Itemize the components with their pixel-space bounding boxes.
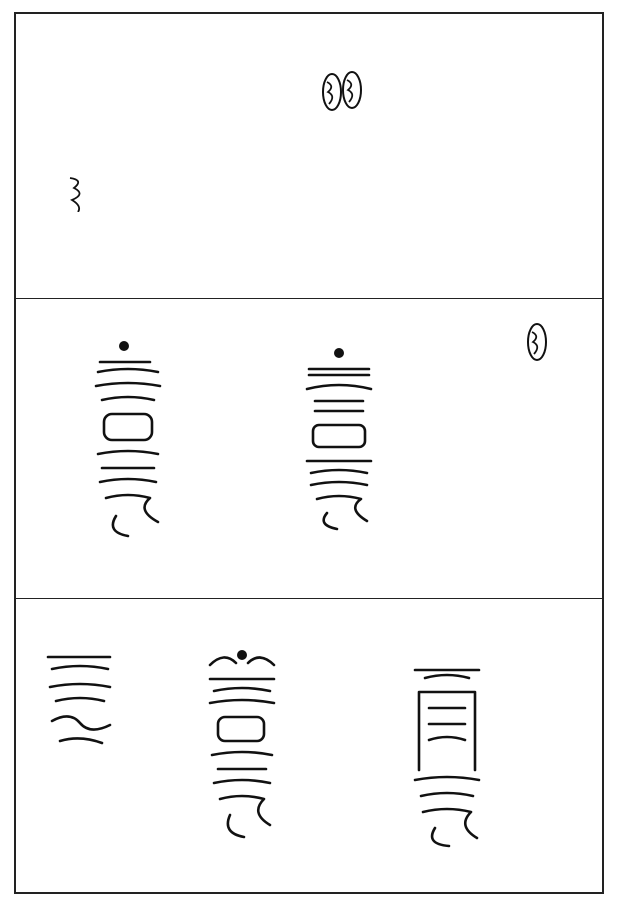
seal-mark-2 — [321, 72, 343, 112]
north-talisman — [40, 645, 120, 755]
center-talisman — [405, 650, 489, 850]
seal-mark-1 — [341, 70, 363, 110]
east-talisman — [297, 345, 381, 535]
seal-mark-4 — [526, 322, 548, 362]
west-talisman — [200, 645, 284, 845]
seal-mark-3 — [66, 172, 88, 212]
section-divider-bottom — [14, 598, 604, 599]
section-divider-top — [14, 298, 604, 299]
south-talisman — [88, 340, 168, 540]
